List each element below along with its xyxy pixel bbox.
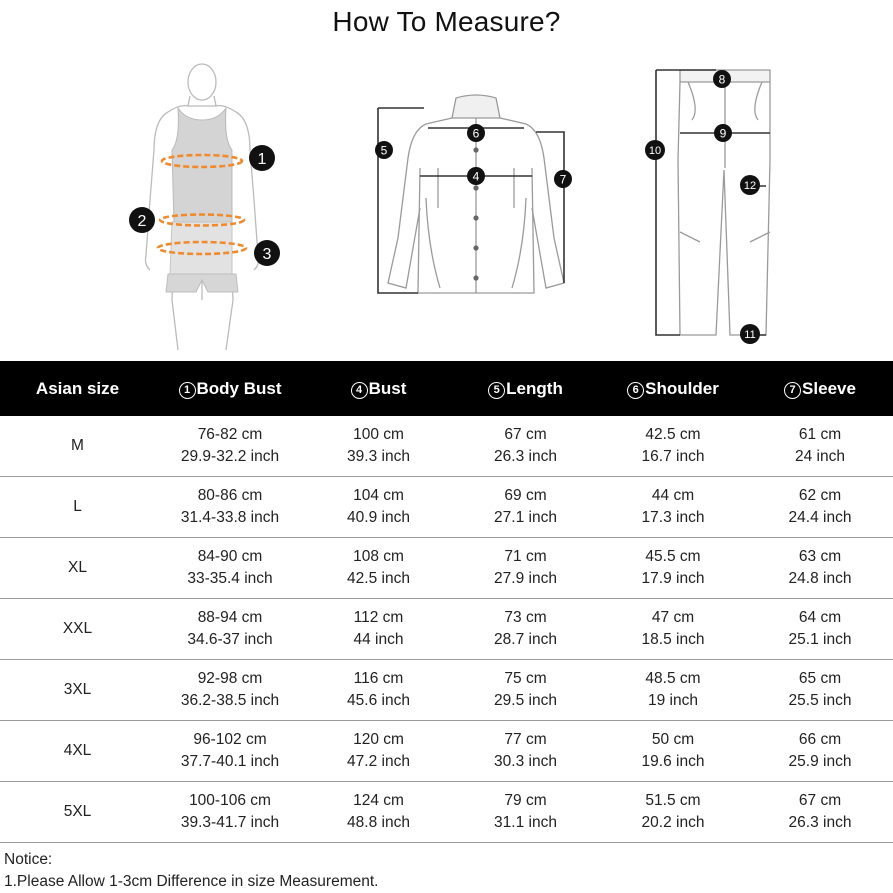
measure-cell	[155, 782, 305, 843]
measure-cell	[155, 721, 305, 782]
inch-value: 18.5 inch	[641, 631, 705, 648]
inch-value: 29.5 inch	[494, 692, 557, 709]
table-row	[0, 721, 893, 782]
cm-value: 100 cm	[353, 426, 404, 443]
inch-value: 31.4-33.8 inch	[180, 509, 280, 526]
cm-value: 104 cm	[353, 487, 404, 504]
measure-cell	[452, 599, 599, 660]
cm-value: 75 cm	[504, 670, 547, 687]
inch-value: 44 inch	[353, 631, 404, 648]
measure-cell	[747, 538, 893, 599]
measure-cell	[747, 477, 893, 538]
measure-cell	[599, 477, 747, 538]
measure-cell	[599, 599, 747, 660]
measure-cell	[452, 538, 599, 599]
jacket-measure-figure	[368, 88, 588, 328]
cm-value: 69 cm	[504, 487, 547, 504]
cm-value: 84-90 cm	[197, 548, 263, 565]
table-row	[0, 538, 893, 599]
inch-value: 26.3 inch	[788, 814, 852, 831]
table-row	[0, 660, 893, 721]
inch-value: 24.4 inch	[788, 509, 852, 526]
inch-value: 36.2-38.5 inch	[180, 692, 280, 709]
notice-block	[4, 849, 378, 893]
measure-cell	[452, 660, 599, 721]
table-row	[0, 599, 893, 660]
measure-cell	[305, 599, 452, 660]
header-length: 5 Length	[452, 361, 599, 416]
notice-heading: Notice:	[4, 851, 53, 868]
measure-cell	[155, 660, 305, 721]
measure-cell	[452, 721, 599, 782]
marker-1: 1	[257, 151, 267, 168]
inch-value: 27.1 inch	[494, 509, 557, 526]
size-cell: M	[0, 416, 155, 477]
inch-value: 19.6 inch	[641, 753, 705, 770]
measure-cell	[452, 416, 599, 477]
header-body-bust: 1 Body Bust	[155, 361, 305, 416]
inch-value: 17.3 inch	[641, 509, 705, 526]
marker-12: 12	[743, 180, 757, 192]
header-sleeve: 7 Sleeve	[747, 361, 893, 416]
marker-10: 10	[648, 145, 662, 157]
inch-value: 17.9 inch	[641, 570, 705, 587]
table-row	[0, 477, 893, 538]
inch-value: 20.2 inch	[641, 814, 705, 831]
page-title: How To Measure?	[332, 6, 561, 37]
measure-cell	[305, 416, 452, 477]
number-circle-icon: 5	[488, 382, 505, 399]
measure-cell	[747, 782, 893, 843]
inch-value: 47.2 inch	[347, 753, 410, 770]
header-bust: 4 Bust	[305, 361, 452, 416]
cm-value: 77 cm	[504, 731, 547, 748]
measure-cell	[747, 416, 893, 477]
inch-value: 30.3 inch	[494, 753, 557, 770]
cm-value: 67 cm	[798, 792, 842, 809]
cm-value: 42.5 cm	[645, 426, 701, 443]
measure-cell	[155, 416, 305, 477]
cm-value: 92-98 cm	[197, 670, 263, 687]
cm-value: 67 cm	[504, 426, 547, 443]
cm-value: 124 cm	[353, 792, 404, 809]
marker-8: 8	[718, 72, 726, 87]
inch-value: 24.8 inch	[788, 570, 852, 587]
measure-cell	[452, 782, 599, 843]
cm-value: 62 cm	[798, 487, 842, 504]
number-circle-icon: 6	[627, 382, 644, 399]
number-circle-icon: 7	[784, 382, 801, 399]
table-row	[0, 416, 893, 477]
marker-7: 7	[559, 172, 567, 187]
measure-cell	[599, 416, 747, 477]
cm-value: 120 cm	[353, 731, 404, 748]
inch-value: 25.5 inch	[788, 692, 852, 709]
cm-value: 48.5 cm	[645, 670, 701, 687]
cm-value: 79 cm	[504, 792, 547, 809]
header-shoulder: 6 Shoulder	[599, 361, 747, 416]
measure-cell	[747, 599, 893, 660]
inch-value: 24 inch	[795, 448, 845, 465]
inch-value: 39.3-41.7 inch	[180, 814, 280, 831]
cm-value: 112 cm	[353, 609, 404, 626]
inch-value: 28.7 inch	[494, 631, 557, 648]
cm-value: 96-102 cm	[193, 731, 267, 748]
measure-cell	[599, 538, 747, 599]
size-cell: 4XL	[0, 721, 155, 782]
size-cell: 3XL	[0, 660, 155, 721]
cm-value: 45.5 cm	[645, 548, 701, 565]
cm-value: 71 cm	[504, 548, 547, 565]
inch-value: 16.7 inch	[641, 448, 705, 465]
cm-value: 88-94 cm	[197, 609, 263, 626]
inch-value: 34.6-37 inch	[187, 631, 273, 648]
measure-cell	[305, 782, 452, 843]
size-chart-table	[0, 361, 893, 843]
inch-value: 33-35.4 inch	[187, 570, 273, 587]
measure-cell	[305, 538, 452, 599]
body-measure-figure	[120, 60, 300, 350]
inch-value: 29.9-32.2 inch	[180, 448, 280, 465]
measure-cell	[155, 477, 305, 538]
inch-value: 40.9 inch	[347, 509, 410, 526]
inch-value: 19 inch	[648, 692, 698, 709]
cm-value: 76-82 cm	[197, 426, 263, 443]
cm-value: 80-86 cm	[197, 487, 263, 504]
cm-value: 66 cm	[798, 731, 842, 748]
inch-value: 39.3 inch	[347, 448, 410, 465]
marker-3: 3	[262, 246, 272, 263]
measure-cell	[305, 721, 452, 782]
marker-9: 9	[719, 126, 727, 141]
cm-value: 64 cm	[798, 609, 842, 626]
measure-cell	[155, 599, 305, 660]
marker-6: 6	[472, 126, 480, 141]
measure-cell	[452, 477, 599, 538]
measure-cell	[599, 782, 747, 843]
pants-measure-figure	[640, 60, 800, 350]
inch-value: 42.5 inch	[347, 570, 410, 587]
marker-4: 4	[472, 169, 480, 184]
measure-cell	[599, 721, 747, 782]
measure-cell	[747, 721, 893, 782]
cm-value: 50 cm	[651, 731, 695, 748]
inch-value: 45.6 inch	[347, 692, 410, 709]
size-cell: L	[0, 477, 155, 538]
cm-value: 100-106 cm	[189, 792, 271, 809]
cm-value: 73 cm	[504, 609, 547, 626]
marker-5: 5	[380, 143, 388, 158]
inch-value: 31.1 inch	[494, 814, 557, 831]
number-circle-icon: 1	[179, 382, 196, 399]
cm-value: 61 cm	[798, 426, 842, 443]
measure-cell	[599, 660, 747, 721]
inch-value: 37.7-40.1 inch	[180, 753, 280, 770]
inch-value: 26.3 inch	[494, 448, 557, 465]
table-header-row	[0, 361, 893, 416]
inch-value: 25.1 inch	[788, 631, 852, 648]
measure-cell	[747, 660, 893, 721]
cm-value: 47 cm	[651, 609, 695, 626]
table-row	[0, 782, 893, 843]
size-cell: XXL	[0, 599, 155, 660]
inch-value: 27.9 inch	[494, 570, 557, 587]
marker-11: 11	[744, 329, 756, 341]
cm-value: 63 cm	[798, 548, 842, 565]
measure-cell	[305, 477, 452, 538]
cm-value: 65 cm	[798, 670, 842, 687]
cm-value: 44 cm	[651, 487, 695, 504]
notice-line-1: 1.Please Allow 1-3cm Difference in size Measurement.	[4, 873, 379, 890]
number-circle-icon: 4	[351, 382, 368, 399]
size-cell: 5XL	[0, 782, 155, 843]
measure-cell	[155, 538, 305, 599]
header-asian-size: Asian size	[0, 361, 155, 416]
inch-value: 48.8 inch	[347, 814, 410, 831]
cm-value: 51.5 cm	[645, 792, 701, 809]
marker-2: 2	[137, 213, 147, 230]
size-cell: XL	[0, 538, 155, 599]
cm-value: 108 cm	[353, 548, 404, 565]
inch-value: 25.9 inch	[788, 753, 852, 770]
measure-cell	[305, 660, 452, 721]
cm-value: 116 cm	[353, 670, 404, 687]
